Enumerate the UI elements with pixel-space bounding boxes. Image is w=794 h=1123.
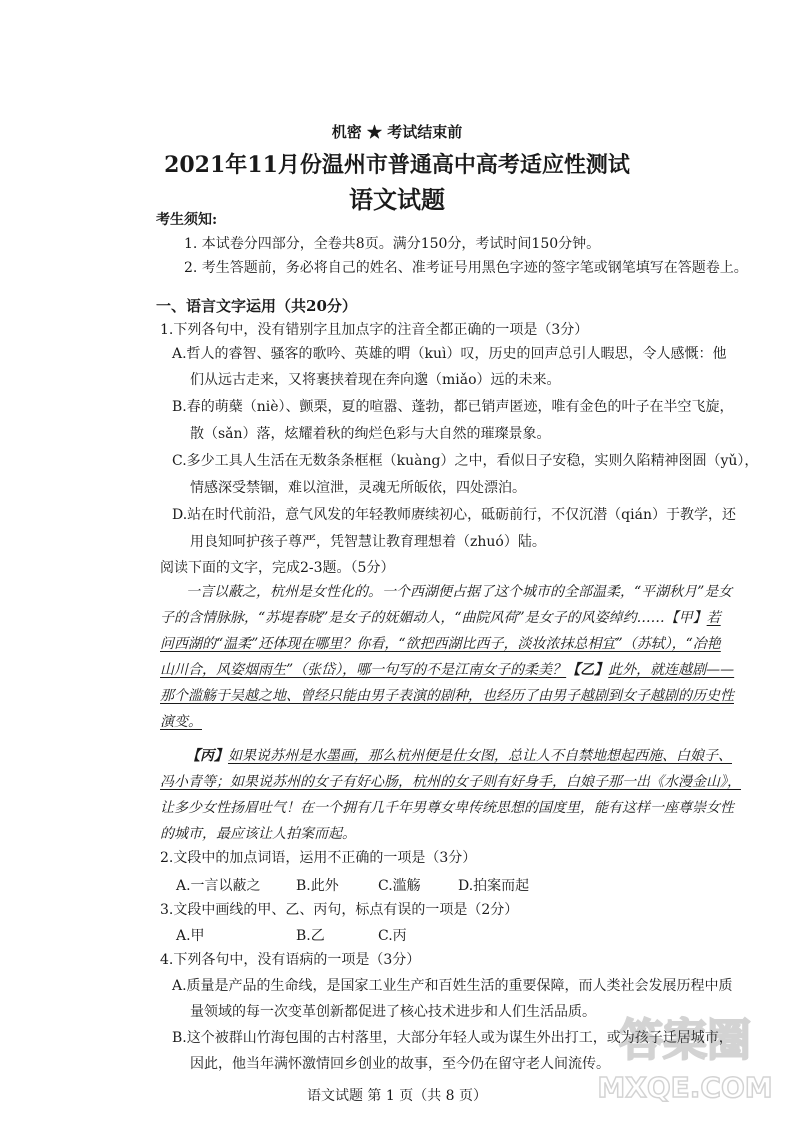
- mark-bing: 【丙】: [186, 748, 228, 764]
- notice-heading: 考生须知:: [156, 212, 218, 228]
- q3-option-a: A.甲: [176, 928, 205, 944]
- passage-intro: 阅读下面的文字，完成2-3题。（5分）: [160, 560, 395, 576]
- watermark-url-text: MXQE.COM: [597, 1071, 773, 1104]
- question-4-stem: 4.下列各句中，没有语病的一项是（3分）: [160, 952, 421, 968]
- notice-item-1: 1. 本试卷分四部分，全卷共8页。满分150分，考试时间150分钟。: [184, 236, 601, 252]
- q4-option-b-line1: B.这个被群山竹海包围的古村落里，大部分年轻人或为谋生外出打工，或为孩子迁居城市，: [172, 1030, 733, 1046]
- sentence-yi-start: 此外，就连越剧——: [608, 662, 735, 678]
- q3-option-b: B.乙: [296, 928, 325, 944]
- q3-option-c: C.丙: [378, 928, 407, 944]
- q1-option-d-line1: D.站在时代前沿，意气风发的年轻教师赓续初心，砥砺前行，不仅沉潜（qián）于教学，还: [172, 507, 736, 523]
- sentence-bing-line: 冯小青等；如果说苏州的女子有好心肠，杭州的女子则有好身手，白娘子那一出《水漫金山》，: [160, 774, 741, 790]
- sentence-jia-start: 若: [706, 610, 721, 626]
- sentence-yi-end: 演变。: [160, 714, 202, 730]
- q2-option-c: C.滥觞: [378, 878, 421, 894]
- q1-option-b-line1: B.春的萌蘖（niè）、颤栗，夏的喧嚣、蓬勃，都已销声匿迹，唯有金色的叶子在半空飞旋，: [172, 399, 734, 415]
- sentence-jia-line: 问西湖的“温柔”还体现在哪里？你看，“欲把西湖比西子，淡妆浓抹总相宜”（苏轼），“冶艳: [160, 636, 721, 652]
- q2-option-a: A.一言以蔽之: [176, 878, 261, 894]
- q1-option-b-line2: 散（sǎn）落，炫耀着秋的绚烂色彩与大自然的璀璨景象。: [190, 426, 551, 442]
- sentence-bing-start: 如果说苏州是水墨画，那么杭州便是仕女图，总让人不自禁地想起西施、白娘子、: [228, 748, 732, 764]
- subject-title: 语文试题: [349, 185, 445, 214]
- q2-option-b: B.此外: [296, 878, 339, 894]
- question-3-stem: 3.文段中画线的甲、乙、丙句，标点有误的一项是（2分）: [160, 902, 519, 918]
- q2-option-d: D.拍案而起: [458, 878, 530, 894]
- confidential-label: 机密 ★ 考试结束前: [331, 123, 463, 141]
- watermark-logo-text: 答案圈: [619, 1015, 751, 1066]
- passage-p1-line2: [160, 607, 721, 627]
- page-footer: 语文试题 第 1 页（共 8 页）: [306, 1088, 488, 1104]
- question-2-stem: 2.文段中的加点词语，运用不正确的一项是（3分）: [160, 850, 477, 866]
- passage-p1-line4: [160, 659, 734, 679]
- passage-p2-line3: 让多少女性扬眉吐气！在一个拥有几千年男尊女卑传统思想的国度里，能有这样一座尊崇女性: [160, 800, 734, 816]
- mark-yi: 【乙】: [566, 662, 609, 678]
- question-1-stem: 1.下列各句中，没有错别字且加点字的注音全都正确的一项是（3分）: [160, 322, 589, 338]
- passage-p2-line4: 的城市，最应该让人拍案而起。: [160, 826, 356, 842]
- q1-option-c-line2: 情感深受禁锢，难以渲泄，灵魂无所皈依，四处漂泊。: [190, 480, 526, 496]
- notice-item-2: 2. 考生答题前，务必将自己的姓名、准考证号用黑色字迹的签字笔或钢笔填写在答题卷上。: [184, 260, 748, 276]
- sentence-yi-line: 那个滥觞于吴越之地、曾经只能由男子表演的剧种，也经历了由男子越剧到女子越剧的历史性: [160, 688, 734, 704]
- section-heading: 一、语言文字运用（共20分）: [156, 297, 357, 315]
- q4-option-a-line2: 量领域的每一次变革创新都促进了核心技术进步和人们生活品质。: [190, 1004, 596, 1020]
- q1-option-a-line1: A.哲人的睿智、骚客的歌吟、英雄的喟（kuì）叹，历史的回声总引人暇思，令人感慨：他: [172, 346, 727, 362]
- passage-p1-line2-text: 子的含情脉脉，“苏堤春晓”是女子的妩媚动人，“曲院风荷”是女子的风姿绰约……【甲】: [160, 610, 707, 626]
- exam-title: 2021年11月份温州市普通高中高考适应性测试: [164, 152, 630, 178]
- answer-circle-watermark: [590, 999, 780, 1109]
- q1-option-d-line2: 用良知呵护孩子尊严，凭智慧让教育理想着（zhuó）陆。: [190, 534, 546, 550]
- q4-option-b-line2: 因此，他当年满怀激情回乡创业的故事，至今仍在留守老人间流传。: [190, 1056, 610, 1072]
- q1-option-a-line2: 们从远古走来，又将裹挟着现在奔向邈（miǎo）远的未来。: [190, 372, 561, 388]
- q1-option-c-line1: C.多少工具人生活在无数条条框框（kuàng）之中，看似日子安稳，实则久陷精神囹圄（yǔ），: [172, 453, 759, 469]
- passage-p2-line1: [186, 745, 732, 765]
- passage-p1-line1: 一言以蔽之，杭州是女性化的。一个西湖便占据了这个城市的全部温柔，“平湖秋月”是女: [186, 584, 733, 600]
- sentence-jia-end: 山川合，风姿烟雨生”（张岱），哪一句写的不是江南女子的柔美？: [160, 662, 567, 678]
- q4-option-a-line1: A.质量是产品的生命线，是国家工业生产和百姓生活的重要保障，而人类社会发展历程中质: [172, 978, 733, 994]
